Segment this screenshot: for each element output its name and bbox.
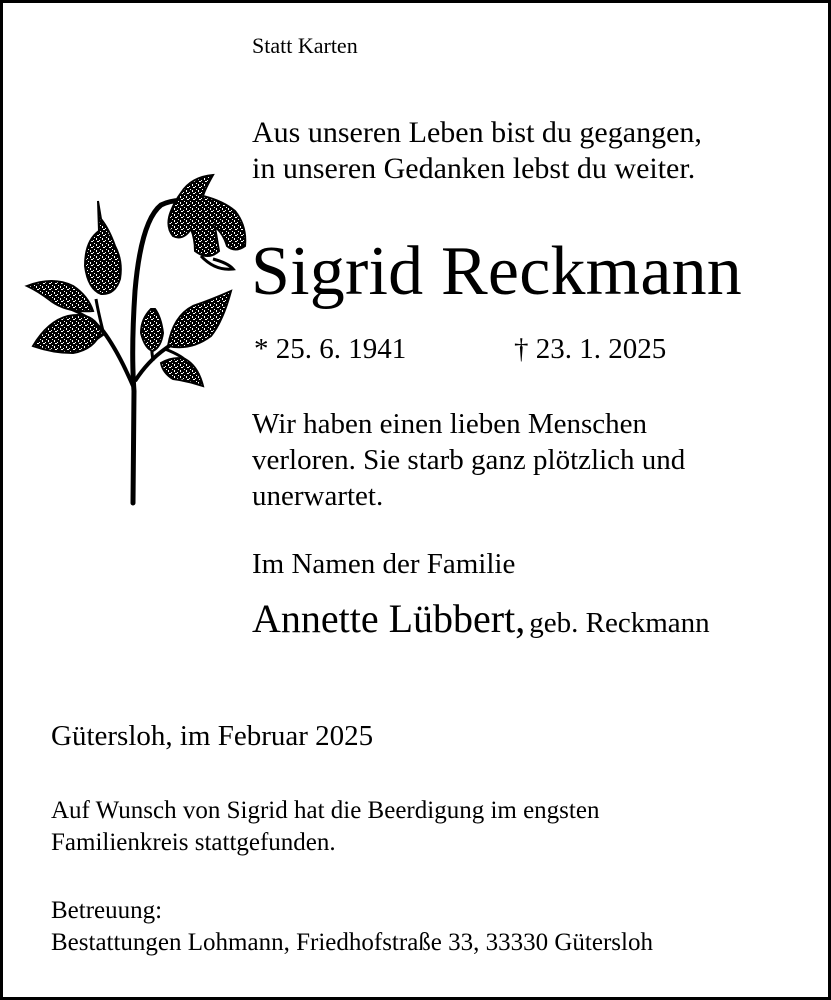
message-line: Wir haben einen lieben Menschen bbox=[252, 408, 648, 440]
wilted-flower-icon bbox=[23, 171, 253, 511]
condolence-message bbox=[252, 406, 685, 514]
care-provider: Bestattungen Lohmann, Friedhofstraße 33, 33330 Gütersloh bbox=[51, 929, 653, 956]
signer-name: Annette Lübbert, bbox=[252, 596, 526, 641]
note-line: Familienkreis stattgefunden. bbox=[51, 829, 336, 856]
funeral-note bbox=[51, 795, 599, 859]
family-intro: Im Namen der Familie bbox=[252, 548, 516, 580]
memorial-verse bbox=[252, 115, 702, 187]
death-date: † 23. 1. 2025 bbox=[514, 333, 667, 365]
signer-maiden-name: geb. Reckmann bbox=[529, 607, 710, 639]
header-statt-karten: Statt Karten bbox=[252, 33, 358, 58]
note-line: Auf Wunsch von Sigrid hat die Beerdigung im engsten bbox=[51, 797, 600, 824]
deceased-name: Sigrid Reckmann bbox=[251, 233, 742, 310]
verse-line: Aus unseren Leben bist du gegangen, bbox=[252, 116, 702, 149]
funeral-care bbox=[51, 895, 653, 959]
care-label: Betreuung: bbox=[51, 897, 163, 924]
message-line: verloren. Sie starb ganz plötzlich und bbox=[252, 444, 686, 476]
place-date: Gütersloh, im Februar 2025 bbox=[51, 720, 374, 752]
message-line: unerwartet. bbox=[252, 480, 384, 512]
verse-line: in unseren Gedanken lebst du weiter. bbox=[252, 152, 696, 185]
birth-date: * 25. 6. 1941 bbox=[254, 333, 407, 365]
signer bbox=[252, 596, 710, 641]
